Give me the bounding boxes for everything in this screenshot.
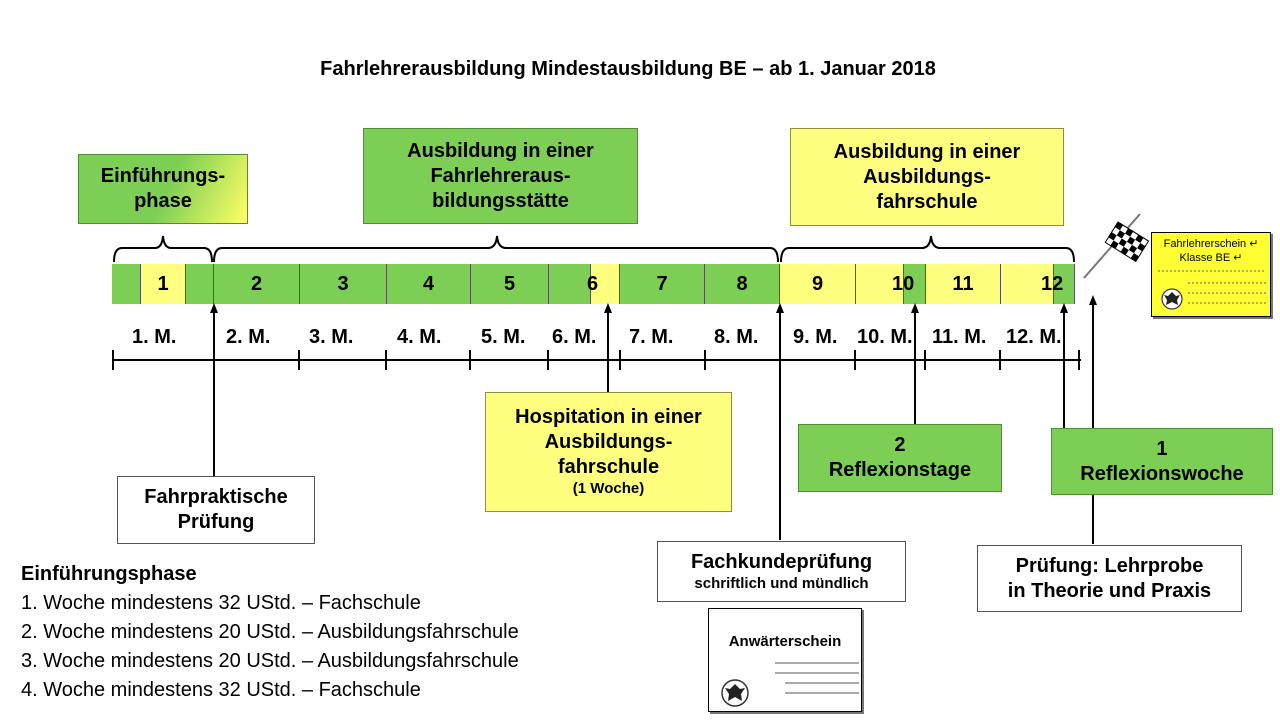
practical-exam-line2: Prüfung [177,511,255,533]
theory-exam-line1: Fachkundeprüfung [690,550,873,573]
month-axis [112,350,1081,370]
reflection-days-box [798,424,1002,492]
brace-school [214,236,778,262]
hospitation-note: (1 Woche) [572,480,645,498]
month-label-5: 5. M. [481,326,526,348]
theory-exam-box [657,541,906,602]
week-cell-6-label: 6 [587,272,599,295]
week-cell-3: 3 [300,264,387,304]
reflection-week-box [1051,428,1273,495]
federal-eagle-icon [1162,289,1182,309]
week-cell-10-label: 10 [892,272,915,295]
reflection-days-count: 2 [894,434,906,456]
month-label-6: 6. M. [552,326,597,348]
phase-school-line3: bildungsstätte [432,189,569,212]
instructor-license-line1: Fahrlehrerschein ↵ [1163,238,1259,250]
brace-intro [114,236,212,262]
document-lines [709,609,863,713]
instructor-license-line2: Klasse BE ↵ [1179,252,1243,264]
week-cell-1: 1 [141,264,186,304]
instructor-license-card [1151,232,1271,317]
hospitation-line3: fahrschule [557,456,660,479]
month-label-8: 8. M. [714,326,759,348]
month-label-1: 1. M. [132,326,177,348]
phase-driving-line2: Ausbildungs- [863,165,991,188]
candidate-license-title: Anwärterschein [728,633,842,650]
checkered-flag-icon [1084,214,1149,278]
week-cell-4: 4 [387,264,471,304]
phase-driving-line1: Ausbildung in einer [833,140,1021,163]
final-exam-line2: in Theorie und Praxis [1007,579,1212,602]
month-label-4: 4. M. [397,326,442,348]
hospitation-line1: Hospitation in einer [515,406,702,429]
week-cell-11: 11 [926,264,1001,304]
phase-school-line1: Ausbildung in einer [407,139,594,162]
intro-notes-line: 1. Woche mindestens 32 UStd. – Fachschule [21,592,421,614]
month-label-10: 10. M. [857,326,913,348]
month-label-12: 12. M. [1006,326,1062,348]
intro-notes-line: 4. Woche mindestens 32 UStd. – Fachschule [21,679,421,701]
practical-exam-line1: Fahrpraktische [144,486,288,508]
week-cell-5: 5 [471,264,549,304]
hospitation-line2: Ausbildungs- [544,431,673,454]
phase-braces [114,236,1074,262]
week-cell-12-label: 12 [1041,272,1064,295]
month-label-7: 7. M. [629,326,674,348]
final-exam-line1: Prüfung: Lehrprobe [1015,554,1204,577]
week-cell-9: 9 [780,264,856,304]
month-label-3: 3. M. [309,326,354,348]
brace-driving [781,236,1074,262]
final-exam-box [977,545,1242,612]
reflection-week-count: 1 [1156,437,1168,460]
month-label-11: 11. M. [932,326,987,348]
practical-exam-box [117,476,315,544]
intro-notes-heading: Einführungsphase [21,563,197,585]
month-label-9: 9. M. [793,326,838,348]
card-lines [1152,233,1272,318]
federal-eagle-icon [722,680,748,706]
candidate-license-document [708,608,862,712]
intro-notes-line: 2. Woche mindestens 20 UStd. – Ausbildungsfahrschule [21,621,519,643]
week-cell-8: 8 [705,264,780,304]
theory-exam-line2: schriftlich und mündlich [694,574,869,592]
phase-intro-line2: phase [134,190,192,212]
phase-school-line2: Fahrlehreraus- [430,164,571,187]
reflection-week-label: Reflexionswoche [1080,462,1244,485]
intro-notes [21,560,519,705]
page-title: Fahrlehrerausbildung Mindestausbildung BE – ab 1. Januar 2018 [320,58,936,80]
intro-notes-line: 3. Woche mindestens 20 UStd. – Ausbildungsfahrschule [21,650,519,672]
week-cell-7: 7 [620,264,705,304]
reflection-days-label: Reflexionstage [828,459,972,481]
phase-driving-line3: fahrschule [876,190,978,213]
phase-intro-line1: Einführungs- [100,165,226,187]
month-label-2: 2. M. [226,326,271,348]
hospitation-box [485,392,732,512]
week-cell-2: 2 [214,264,300,304]
